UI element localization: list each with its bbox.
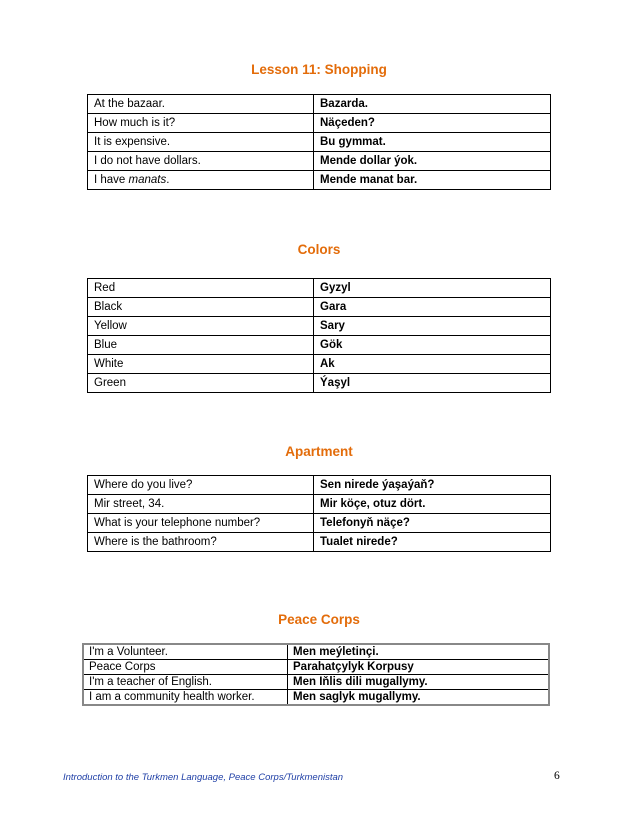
english-phrase: Black: [88, 298, 314, 317]
turkmen-phrase: Tualet nirede?: [314, 533, 551, 552]
english-phrase: I'm a teacher of English.: [83, 675, 288, 690]
turkmen-phrase: Näçeden?: [314, 114, 551, 133]
turkmen-phrase: Bu gymmat.: [314, 133, 551, 152]
english-phrase: Where is the bathroom?: [88, 533, 314, 552]
table-row: [83, 690, 549, 706]
table-row: [88, 133, 551, 152]
phrase-italic-word: manats: [128, 174, 167, 186]
table-row: [83, 660, 549, 675]
page-footer: Introduction to the Turkmen Language, Peace Corps/Turkmenistan: [63, 772, 344, 783]
turkmen-phrase: Gara: [314, 298, 551, 317]
phrase-prefix: I have: [94, 174, 129, 186]
english-phrase: I'm a Volunteer.: [83, 644, 288, 660]
turkmen-phrase: Mende manat bar.: [314, 171, 551, 190]
table-row: [88, 317, 551, 336]
table-row: [88, 476, 551, 495]
page-number: 6: [554, 770, 560, 782]
english-phrase: It is expensive.: [88, 133, 314, 152]
turkmen-phrase: Ak: [314, 355, 551, 374]
table-row: [88, 514, 551, 533]
shopping-table: [87, 94, 551, 190]
table-row: [88, 533, 551, 552]
english-phrase: Yellow: [88, 317, 314, 336]
turkmen-phrase: Men saglyk mugallymy.: [288, 690, 550, 706]
english-phrase: Peace Corps: [83, 660, 288, 675]
english-phrase: I am a community health worker.: [83, 690, 288, 706]
english-phrase: I do not have dollars.: [88, 152, 314, 171]
turkmen-phrase: Sary: [314, 317, 551, 336]
turkmen-phrase: Mir köçe, otuz dört.: [314, 495, 551, 514]
table-row: [88, 355, 551, 374]
turkmen-phrase: Bazarda.: [314, 95, 551, 114]
colors-table: [87, 278, 551, 393]
table-row: [83, 644, 549, 660]
english-phrase: Where do you live?: [88, 476, 314, 495]
english-phrase: Green: [88, 374, 314, 393]
section-title-colors: Colors: [297, 242, 341, 257]
table-row: [88, 336, 551, 355]
table-row: [88, 298, 551, 317]
english-phrase: How much is it?: [88, 114, 314, 133]
turkmen-phrase: Men meýletinçi.: [288, 644, 550, 660]
turkmen-phrase: Gök: [314, 336, 551, 355]
table-row: [88, 114, 551, 133]
section-title-shopping: Lesson 11: Shopping: [251, 62, 387, 77]
table-row: [88, 495, 551, 514]
peace-corps-table: [82, 643, 550, 706]
english-phrase: At the bazaar.: [88, 95, 314, 114]
table-row: [88, 95, 551, 114]
table-row: [88, 171, 551, 190]
section-title-peace-corps: Peace Corps: [278, 612, 360, 627]
apartment-table: [87, 475, 551, 552]
phrase-suffix: .: [166, 174, 170, 186]
turkmen-phrase: Mende dollar ýok.: [314, 152, 551, 171]
english-phrase: White: [88, 355, 314, 374]
english-phrase: What is your telephone number?: [88, 514, 314, 533]
english-phrase: Mir street, 34.: [88, 495, 314, 514]
english-phrase: Blue: [88, 336, 314, 355]
english-phrase: [88, 171, 314, 190]
section-title-apartment: Apartment: [285, 444, 353, 459]
turkmen-phrase: Parahatçylyk Korpusy: [288, 660, 550, 675]
turkmen-phrase: Telefonyň näçe?: [314, 514, 551, 533]
table-row: [88, 374, 551, 393]
table-row: [88, 152, 551, 171]
turkmen-phrase: Sen nirede ýaşaýaň?: [314, 476, 551, 495]
table-row: [88, 279, 551, 298]
turkmen-phrase: Men Iňlis dili mugallymy.: [288, 675, 550, 690]
turkmen-phrase: Ýaşyl: [314, 374, 551, 393]
english-phrase: Red: [88, 279, 314, 298]
turkmen-phrase: Gyzyl: [314, 279, 551, 298]
table-row: [83, 675, 549, 690]
